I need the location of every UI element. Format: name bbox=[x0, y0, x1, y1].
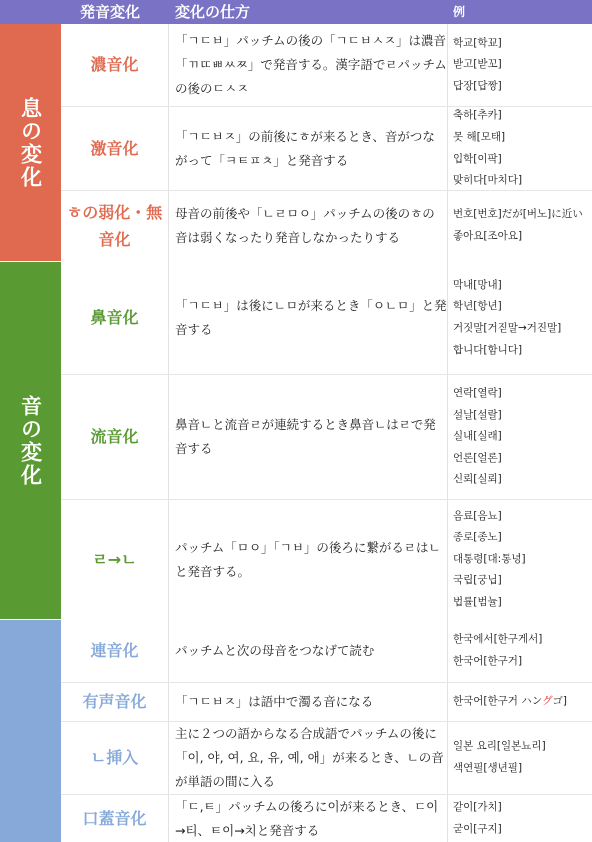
table-header bbox=[0, 0, 592, 24]
group-other bbox=[0, 620, 61, 842]
row-examples bbox=[453, 620, 591, 682]
example-item: 학교[학꾜] bbox=[453, 36, 502, 49]
table-row bbox=[61, 24, 592, 106]
row-type: 有声音化 bbox=[82, 692, 147, 712]
example-item: 막내[망내] bbox=[453, 278, 502, 291]
row-examples bbox=[453, 375, 591, 499]
example-item: 국립[궁닙] bbox=[453, 574, 502, 587]
row-description: 「ㄱㄷㅂㅈ」の前後にㅎが来るとき、音がつながって「ㅋㅌㅍㅊ」と発音する bbox=[175, 128, 435, 168]
row-examples bbox=[453, 795, 591, 842]
example-item: 입학[이팍] bbox=[453, 152, 502, 165]
example-item: 실내[실래] bbox=[453, 430, 502, 443]
example-item: 대통령[대:통녕] bbox=[453, 552, 526, 565]
example-item: 설날[설랄] bbox=[453, 408, 502, 421]
table-row bbox=[61, 262, 592, 374]
example-item: 축하[추카] bbox=[453, 109, 502, 122]
table-row bbox=[61, 107, 592, 190]
row-description: 「ㄱㄷㅂ」パッチムの後の「ㄱㄷㅂㅅㅈ」は濃音「ㄲㄸㅃㅆㅉ」で発音する。漢字語でㄹパッチムの後のㄷㅅㅈ bbox=[175, 33, 447, 96]
highlight-text: グ bbox=[542, 695, 553, 708]
row-type: ㄹ→ㄴ bbox=[92, 549, 137, 569]
example-item: 같이[가치] bbox=[453, 800, 502, 813]
table-row bbox=[61, 620, 592, 682]
row-examples bbox=[453, 500, 591, 619]
example-item: 연락[열락] bbox=[453, 387, 502, 400]
row-description: 主に２つの語からなる合成語でパッチムの後に「이, 야, 여, 요, 유, 예, 애」が来るとき、ㄴの音が単語の間に入る bbox=[175, 726, 444, 789]
row-examples bbox=[453, 24, 591, 106]
example-item: 못 해[모태] bbox=[453, 130, 506, 143]
row-description: 「ㄷ,ㅌ」パッチムの後ろに이が来るとき、ㄷ이→티、ㅌ이→치と発音する bbox=[175, 798, 439, 838]
header-type: 発音変化 bbox=[80, 3, 141, 21]
table-row bbox=[61, 375, 592, 499]
example-item: 한국에서[한구게서] bbox=[453, 633, 543, 646]
example-item: 받고[받꼬] bbox=[453, 58, 502, 71]
example-item: 한국어[한구거] bbox=[453, 655, 523, 667]
group-label: 息の変化 bbox=[18, 96, 43, 189]
row-examples bbox=[453, 107, 591, 190]
row-description: 「ㄱㄷㅂ」は後にㄴㅁが来るとき「ㅇㄴㅁ」と発音する bbox=[175, 298, 447, 337]
example-text: 한국어[한구거 ハン bbox=[453, 695, 543, 708]
row-type: 口蓋音化 bbox=[82, 808, 147, 828]
group-label: 音の変化 bbox=[18, 394, 43, 487]
header-description: 変化の仕方 bbox=[175, 3, 251, 21]
row-examples bbox=[453, 683, 591, 721]
example-item: 일본 요리[일본뇨리] bbox=[453, 740, 546, 753]
example-item bbox=[453, 696, 591, 708]
example-item: 음료[음뇨] bbox=[453, 509, 502, 522]
row-type: ㅎの弱化・無音化 bbox=[66, 202, 163, 249]
example-item: 언론[얼론] bbox=[453, 451, 502, 464]
row-examples bbox=[453, 191, 591, 261]
example-item: 합니다[함니다] bbox=[453, 343, 523, 356]
group-sound-change bbox=[0, 262, 61, 619]
example-item: 학년[항년] bbox=[453, 300, 502, 313]
row-type: 鼻音化 bbox=[90, 308, 139, 328]
row-description: パッチム「ㅁㅇ」「ㄱㅂ」の後ろに繋がるㄹはㄴと発音する。 bbox=[175, 539, 441, 579]
table-row bbox=[61, 191, 592, 261]
row-description: パッチムと次の母音をつなげて読む bbox=[175, 643, 375, 659]
row-type: ㄴ挿入 bbox=[90, 748, 139, 768]
row-type: 連音化 bbox=[90, 641, 139, 661]
row-examples bbox=[453, 722, 591, 794]
row-description: 「ㄱㄷㅂㅈ」は語中で濁る音になる bbox=[175, 694, 374, 710]
example-item: 색연필[생년필] bbox=[453, 762, 523, 774]
row-type: 流音化 bbox=[90, 427, 139, 447]
example-item: 거짓말[거짇말→거진말] bbox=[453, 322, 562, 334]
table-row bbox=[61, 683, 592, 721]
row-type: 濃音化 bbox=[90, 55, 139, 75]
row-examples bbox=[453, 262, 591, 374]
example-item: 법률[범뉼] bbox=[453, 595, 502, 608]
row-description: 鼻音ㄴと流音ㄹが連続するとき鼻音ㄴはㄹで発音する bbox=[175, 417, 436, 456]
example-item: 종로[종노] bbox=[453, 531, 502, 544]
row-description: 母音の前後や「ㄴㄹㅁㅇ」パッチムの後のㅎの音は弱くなったり発音しなかったりする bbox=[175, 206, 435, 245]
example-item: 신뢰[실뢰] bbox=[453, 473, 502, 486]
table-row bbox=[61, 795, 592, 842]
table-row bbox=[61, 500, 592, 619]
table-row bbox=[61, 722, 592, 794]
group-breath-change bbox=[0, 24, 61, 261]
header-example: 例 bbox=[453, 5, 466, 19]
example-item: 답장[답짱] bbox=[453, 79, 502, 92]
example-item: 좋아요[조아요] bbox=[453, 230, 523, 242]
example-item: 맞히다[마치다] bbox=[453, 174, 523, 187]
example-item: 굳이[구지] bbox=[453, 822, 502, 835]
row-type: 激音化 bbox=[90, 138, 139, 158]
example-item: 번호[번호]だが[버노]に近い bbox=[453, 208, 583, 221]
example-text: ゴ] bbox=[552, 695, 567, 708]
